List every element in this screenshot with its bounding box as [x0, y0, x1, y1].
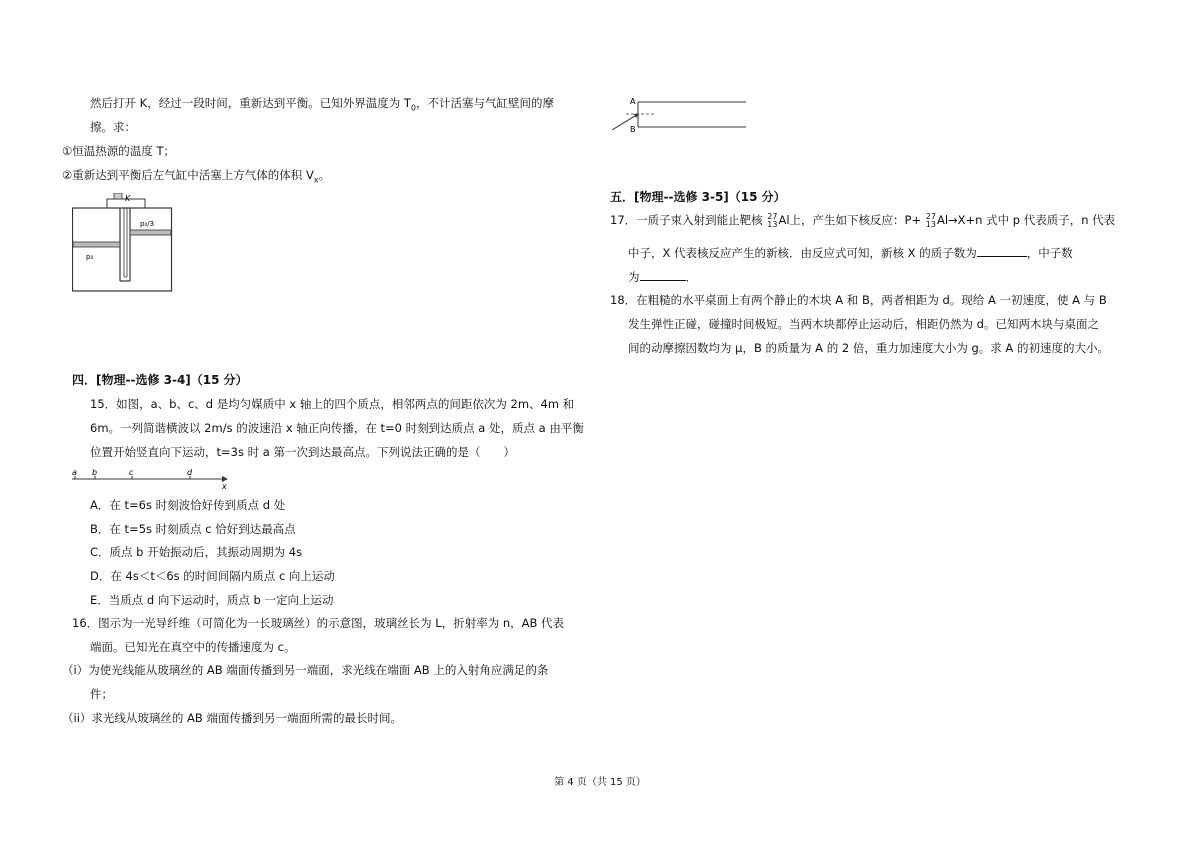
axis-label-b: b — [92, 468, 98, 477]
q17-line-2: 中子，X 代表核反应产生的新核．由反应式可知，新核 X 的质子数为 ，中子数 — [628, 246, 1073, 260]
x-axis-figure — [72, 464, 232, 490]
continuation-line-1: 然后打开 K，经过一段时间，重新达到平衡。已知外界温度为 $T_0$，不计活塞与气缸壁间的摩 — [90, 96, 554, 113]
q16-part-ii: （ii）求光线从玻璃丝的 AB 端面传播到另一端面所需的最长时间。 — [62, 711, 402, 725]
section-5-heading: 五．[物理--选修 3-5]（15 分） — [610, 190, 786, 204]
label-k: K — [125, 194, 131, 203]
q17-line-1: 17．一质子束入射到能止靶核 27 13Al上，产生如下核反应：P+ 27 13Al→X+n 式中 p 代表质子，n 代表 — [610, 211, 1116, 229]
option-c: C．质点 b 开始振动后，其振动周期为 4s — [90, 545, 303, 559]
page-footer: 第 4 页（共 15 页） — [554, 777, 646, 788]
nucleus-notation: 27 13 — [767, 211, 778, 229]
q15-line-1: 15．如图，a、b、c、d 是均匀媒质中 x 轴上的四个质点，相邻两点的间距依次为 2m、4m 和 — [90, 397, 575, 411]
cylinder-figure — [72, 193, 182, 293]
q16-line-1: 16．图示为一光导纤维（可简化为一长玻璃丝）的示意图，玻璃丝长为 L，折射率为 n，AB 代表 — [72, 616, 565, 630]
neutron-number-blank — [640, 268, 686, 281]
axis-label-x: x — [222, 482, 227, 490]
q17-line-3: 为 ． — [628, 270, 697, 284]
q18-line-2: 发生弹性正碰，碰撞时间极短。当两木块都停止运动后，相距仍然为 d。已知两木块与桌面之 — [628, 317, 1099, 331]
label-p0: p₀ — [86, 253, 94, 261]
nucleus-notation-2: 27 13 — [925, 211, 936, 229]
sub-question-2: ②重新达到平衡后左气缸中活塞上方气体的体积 $V_x$。 — [62, 168, 331, 185]
fiber-label-b: B — [630, 125, 636, 134]
section-4-heading: 四．[物理--选修 3-4]（15 分） — [72, 373, 248, 387]
q18-line-3: 间的动摩擦因数均为 μ，B 的质量为 A 的 2 倍，重力加速度大小为 g。求 A 的初速度的大小。 — [628, 341, 1109, 355]
q15-line-2: 6m。一列简谐横波以 2m/s 的波速沿 x 轴正向传播，在 t=0 时刻到达质点 a 处，质点 a 由平衡 — [90, 421, 584, 435]
sub-question-1: ①恒温热源的温度 T； — [62, 144, 175, 158]
q16-line-2: 端面。已知光在真空中的传播速度为 c。 — [90, 640, 296, 654]
q16-part-i-line-2: 件； — [90, 687, 113, 701]
option-b: B．在 t=5s 时刻质点 c 恰好到达最高点 — [90, 522, 296, 536]
option-d: D．在 4s＜t＜6s 的时间间隔内质点 c 向上运动 — [90, 569, 335, 583]
option-a: A．在 t=6s 时刻波恰好传到质点 d 处 — [90, 498, 286, 512]
q15-line-3: 位置开始竖直向下运动，t=3s 时 a 第一次到达最高点。下列说法正确的是（ ） — [90, 445, 515, 459]
axis-label-c: c — [129, 468, 134, 477]
label-p0-third: p₀/3 — [140, 220, 155, 228]
optical-fiber-figure — [610, 94, 750, 136]
proton-number-blank — [977, 244, 1027, 257]
axis-label-d: d — [187, 468, 193, 477]
q16-part-i-line-1: （i）为使光线能从玻璃丝的 AB 端面传播到另一端面，求光线在端面 AB 上的入射角应满足的条 — [62, 663, 549, 677]
q18-line-1: 18．在粗糙的水平桌面上有两个静止的木块 A 和 B，两者相距为 d。现给 A 一初速度，使 A 与 B — [610, 293, 1107, 307]
option-e: E．当质点 d 向下运动时，质点 b 一定向上运动 — [90, 593, 334, 607]
fiber-label-a: A — [630, 97, 636, 106]
continuation-line-2: 擦。求： — [90, 120, 136, 134]
axis-label-a: a — [72, 468, 77, 477]
